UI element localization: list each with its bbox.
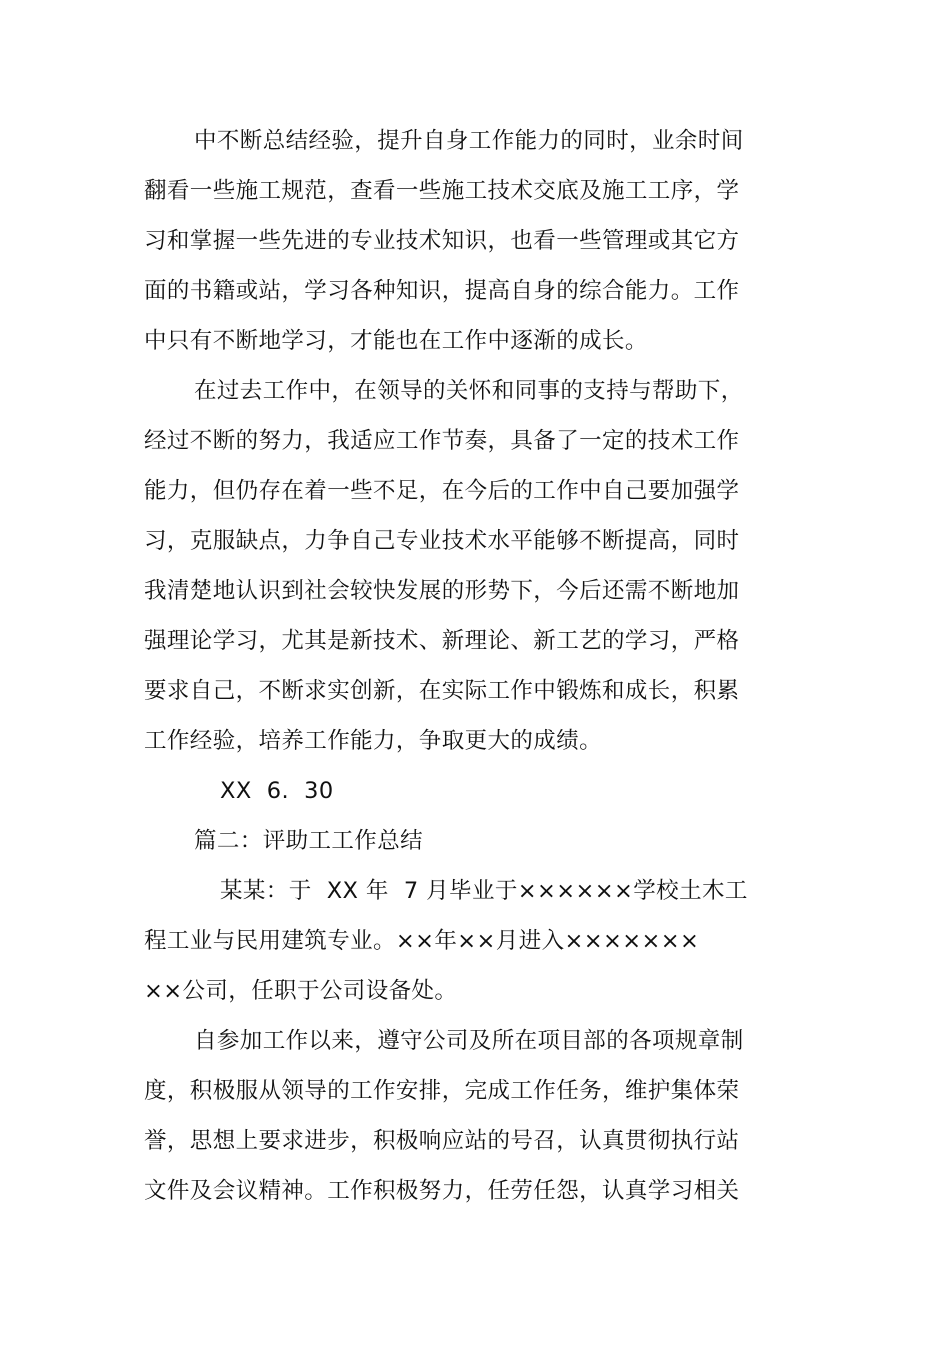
- paragraph-line: 习，克服缺点，力争自己专业技术水平能够不断提高，同时: [144, 528, 740, 554]
- paragraph-line: 工作经验，培养工作能力，争取更大的成绩。: [144, 728, 603, 754]
- paragraph-line: 誉，思想上要求进步，积极响应站的号召，认真贯彻执行站: [144, 1128, 740, 1154]
- paragraph-line: 能力，但仍存在着一些不足，在今后的工作中自己要加强学: [144, 478, 740, 504]
- paragraph-line: 中只有不断地学习，才能也在工作中逐渐的成长。: [144, 328, 648, 354]
- date-line: XX 6. 30: [220, 778, 334, 804]
- paragraph-line: 某某：于 XX 年 7 月毕业于××××××学校土木工: [220, 878, 748, 904]
- paragraph-line: ××公司，任职于公司设备处。: [144, 978, 458, 1004]
- paragraph-line: 文件及会议精神。工作积极努力，任劳任怨，认真学习相关: [144, 1178, 740, 1204]
- paragraph-line: 中不断总结经验，提升自身工作能力的同时，业余时间: [194, 128, 744, 154]
- paragraph-line: 强理论学习，尤其是新技术、新理论、新工艺的学习，严格: [144, 628, 740, 654]
- paragraph-line: 自参加工作以来，遵守公司及所在项目部的各项规章制: [194, 1028, 744, 1054]
- paragraph-line: 在过去工作中，在领导的关怀和同事的支持与帮助下，: [194, 378, 744, 404]
- section-title: 篇二：评助工工作总结: [194, 828, 424, 854]
- paragraph-line: 度，积极服从领导的工作安排，完成工作任务，维护集体荣: [144, 1078, 740, 1104]
- paragraph-line: 翻看一些施工规范，查看一些施工技术交底及施工工序，学: [144, 178, 740, 204]
- paragraph-line: 习和掌握一些先进的专业技术知识，也看一些管理或其它方: [144, 228, 740, 254]
- paragraph-line: 要求自己，不断求实创新，在实际工作中锻炼和成长，积累: [144, 678, 740, 704]
- paragraph-line: 面的书籍或站，学习各种知识，提高自身的综合能力。工作: [144, 278, 740, 304]
- paragraph-line: 程工业与民用建筑专业。××年××月进入×××××××: [144, 928, 700, 954]
- paragraph-line: 经过不断的努力，我适应工作节奏，具备了一定的技术工作: [144, 428, 740, 454]
- paragraph-line: 我清楚地认识到社会较快发展的形势下，今后还需不断地加: [144, 578, 740, 604]
